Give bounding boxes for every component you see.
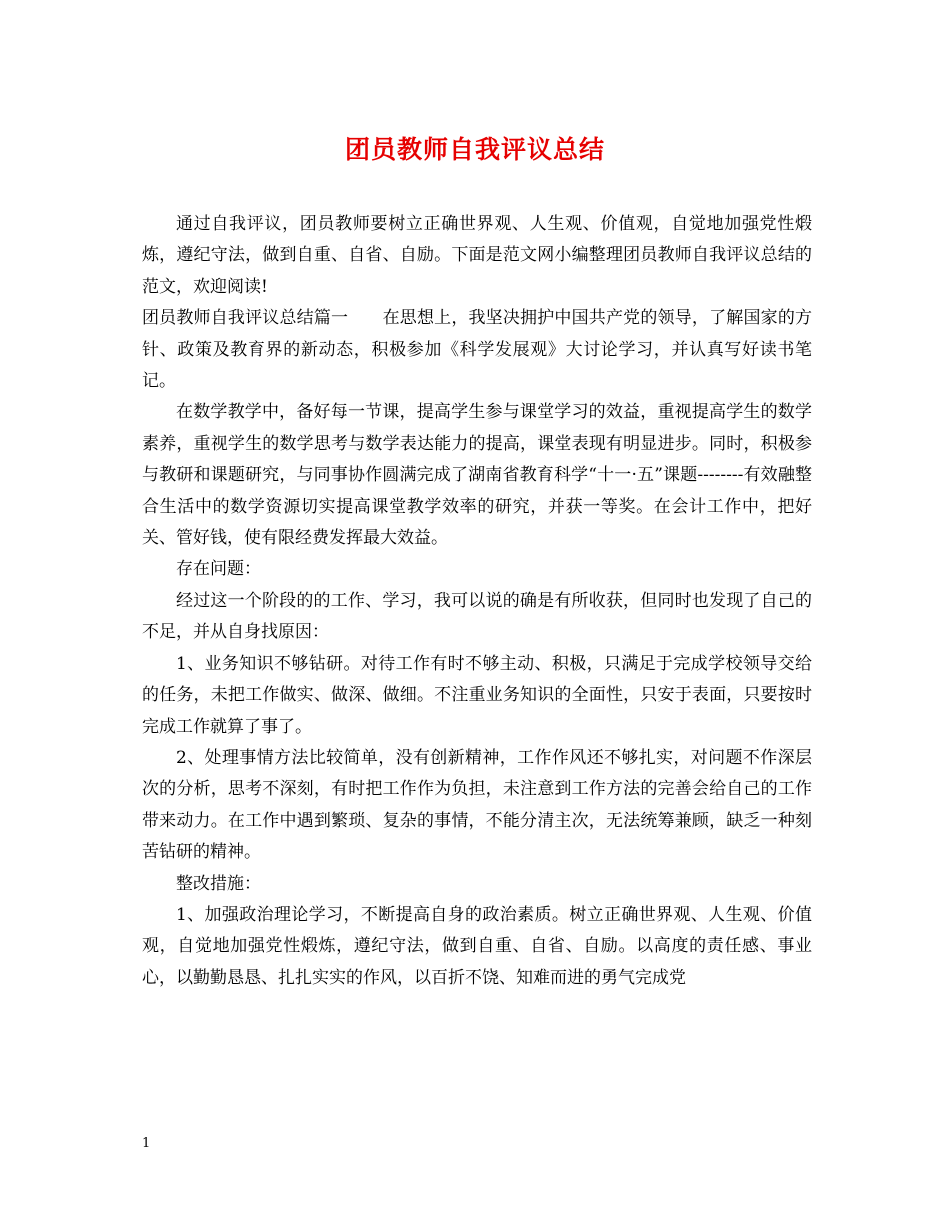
paragraph-problem-2: 2、处理事情方法比较简单，没有创新精神，工作作风还不够扎实，对问题不作深层次的分析，思考不深刻，有时把工作作为负担，未注意到工作方法的完善会给自己的工作带来动力。在工作中遇到繁琐、复杂的事情，不能分清主次，无法统筹兼顾，缺乏一种刻苦钻研的精神。 bbox=[142, 747, 812, 863]
document-body bbox=[142, 209, 812, 994]
paragraph-problem-1: 1、业务知识不够钻研。对待工作有时不够主动、积极，只满足于完成学校领导交给的任务，未把工作做实、做深、做细。不注重业务知识的全面性，只安于表面，只要按时完成工作就算了事了。 bbox=[142, 653, 812, 737]
heading-measures: 整改措施： bbox=[176, 873, 261, 894]
page-number: 1 bbox=[142, 1136, 151, 1151]
paragraph-section-one: 团员教师自我评议总结篇一 在思想上，我坚决拥护中国共产党的领导，了解国家的方针、政策及教育界的新动态，积极参加《科学发展观》大讨论学习，并认真写好读书笔记。 bbox=[142, 308, 812, 392]
paragraph-teaching: 在数学教学中，备好每一节课，提高学生参与课堂学习的效益，重视提高学生的数学素养，重视学生的数学思考与数学表达能力的提高，课堂表现有明显进步。同时，积极参与教研和课题研究，与同事协作圆满完成了湖南省教育科学“十一·五”课题--------有效融整合生活中的数学资源切实提高课堂教学效率的研究，并获一等奖。在会计工作中，把好关、管好钱，使有限经费发挥最大效益。 bbox=[142, 402, 812, 549]
paragraph-problems-intro: 经过这一个阶段的的工作、学习，我可以说的确是有所收获，但同时也发现了自己的不足，并从自身找原因： bbox=[142, 590, 812, 643]
document-title: 团员教师自我评议总结 bbox=[344, 135, 605, 164]
paragraph-intro: 通过自我评议，团员教师要树立正确世界观、人生观、价值观，自觉地加强党性煅炼，遵纪守法，做到自重、自省、自励。下面是范文网小编整理团员教师自我评议总结的范文，欢迎阅读! bbox=[142, 214, 812, 297]
paragraph-measure-1: 1、加强政治理论学习，不断提高自身的政治素质。树立正确世界观、人生观、价值观，自觉地加强党性煅炼，遵纪守法，做到自重、自省、自励。以高度的责任感、事业心，以勤勤恳恳、扎扎实实的作风，以百折不饶、知难而进的勇气完成党 bbox=[142, 904, 812, 988]
heading-problems: 存在问题： bbox=[176, 559, 261, 580]
